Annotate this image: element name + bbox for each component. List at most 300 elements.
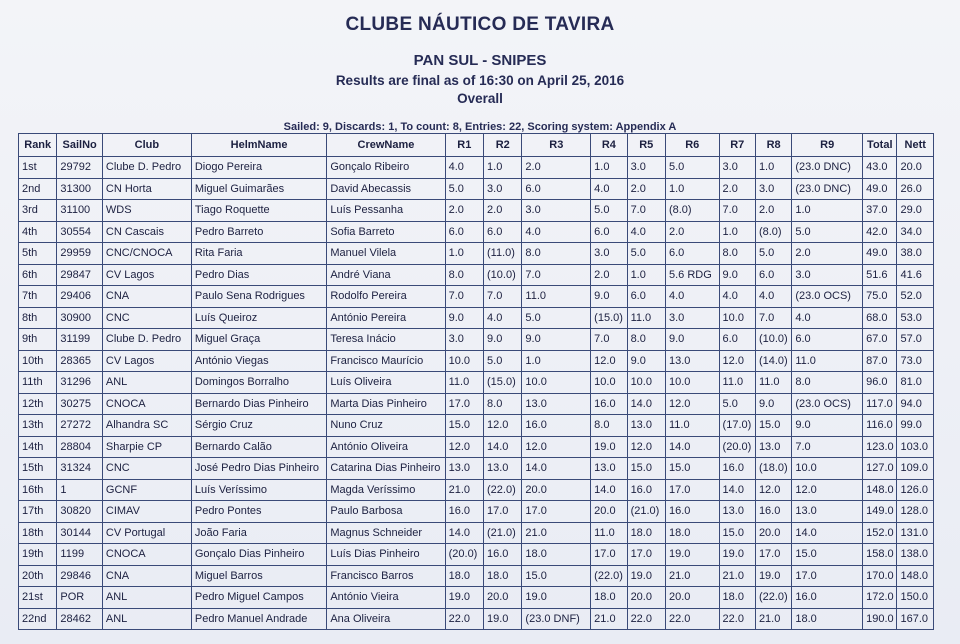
table-cell: 15.0 (522, 565, 591, 587)
table-cell: 8.0 (445, 264, 483, 286)
table-cell: 128.0 (897, 501, 934, 523)
table-cell: 49.0 (863, 243, 897, 265)
table-cell: 13.0 (484, 458, 522, 480)
table-cell: 150.0 (897, 587, 934, 609)
table-cell: 3.0 (627, 157, 665, 179)
table-cell: 138.0 (897, 544, 934, 566)
table-cell: 21.0 (665, 565, 719, 587)
table-cell: 20th (19, 565, 57, 587)
table-cell: 16.0 (522, 415, 591, 437)
table-cell: 5.0 (445, 178, 483, 200)
table-cell: 22.0 (665, 608, 719, 630)
table-cell: 16.0 (665, 501, 719, 523)
table-cell: 20.0 (665, 587, 719, 609)
table-cell: Marta Dias Pinheiro (327, 393, 445, 415)
table-cell: (22.0) (591, 565, 627, 587)
table-cell: 15.0 (445, 415, 483, 437)
table-cell: 29959 (57, 243, 102, 265)
table-cell: 3.0 (591, 243, 627, 265)
table-row (19, 479, 934, 501)
table-cell: 1.0 (484, 157, 522, 179)
table-cell: 96.0 (863, 372, 897, 394)
table-cell: 13.0 (445, 458, 483, 480)
table-cell: 14.0 (484, 436, 522, 458)
table-cell: 30820 (57, 501, 102, 523)
table-cell: António Pereira (327, 307, 445, 329)
table-cell: 4.0 (627, 221, 665, 243)
table-cell: 10.0 (445, 350, 483, 372)
table-cell: POR (57, 587, 102, 609)
table-cell: 7.0 (522, 264, 591, 286)
table-cell: 6.0 (627, 286, 665, 308)
table-cell: 7.0 (484, 286, 522, 308)
table-cell: 3rd (19, 200, 57, 222)
column-header: SailNo (57, 134, 102, 157)
table-cell: (17.0) (719, 415, 755, 437)
table-cell: CNC (102, 458, 191, 480)
table-cell: 10.0 (792, 458, 863, 480)
table-cell: 30144 (57, 522, 102, 544)
table-cell: 10.0 (591, 372, 627, 394)
table-cell: 14.0 (591, 479, 627, 501)
table-cell: 9.0 (719, 264, 755, 286)
table-cell: 1.0 (755, 157, 791, 179)
table-cell: 109.0 (897, 458, 934, 480)
table-cell: Luís Queiroz (191, 307, 326, 329)
table-cell: 2nd (19, 178, 57, 200)
table-cell: 14.0 (665, 436, 719, 458)
table-row (19, 372, 934, 394)
table-cell: Sérgio Cruz (191, 415, 326, 437)
table-cell: CN Horta (102, 178, 191, 200)
table-cell: 15.0 (755, 415, 791, 437)
column-header: Rank (19, 134, 57, 157)
table-cell: (14.0) (755, 350, 791, 372)
table-row (19, 608, 934, 630)
table-cell: 73.0 (897, 350, 934, 372)
table-cell: 18.0 (522, 544, 591, 566)
table-cell: 41.6 (897, 264, 934, 286)
table-cell: 1.0 (627, 264, 665, 286)
table-cell: 9.0 (755, 393, 791, 415)
table-cell: (23.0 DNF) (522, 608, 591, 630)
table-cell: 3.0 (522, 200, 591, 222)
table-cell: 8.0 (719, 243, 755, 265)
table-cell: 13.0 (627, 415, 665, 437)
table-cell: Manuel Vilela (327, 243, 445, 265)
table-cell: 15.0 (719, 522, 755, 544)
table-cell: 127.0 (863, 458, 897, 480)
table-cell: 3.0 (792, 264, 863, 286)
table-cell: 8.0 (591, 415, 627, 437)
table-cell: 7.0 (591, 329, 627, 351)
table-cell: 12.0 (522, 436, 591, 458)
table-cell: 123.0 (863, 436, 897, 458)
table-row (19, 243, 934, 265)
table-cell: 20.0 (755, 522, 791, 544)
table-cell: CV Portugal (102, 522, 191, 544)
table-cell: 22.0 (445, 608, 483, 630)
table-cell: 9.0 (591, 286, 627, 308)
table-cell: 67.0 (863, 329, 897, 351)
table-header-row (19, 134, 934, 157)
table-cell: 16.0 (484, 544, 522, 566)
table-cell: Francisco Barros (327, 565, 445, 587)
table-cell: 38.0 (897, 243, 934, 265)
column-header: CrewName (327, 134, 445, 157)
table-cell: 8.0 (484, 393, 522, 415)
table-cell: 31199 (57, 329, 102, 351)
column-header: R2 (484, 134, 522, 157)
table-cell: 21st (19, 587, 57, 609)
table-cell: 167.0 (897, 608, 934, 630)
table-cell: 20.0 (897, 157, 934, 179)
table-cell: 10.0 (522, 372, 591, 394)
table-cell: 42.0 (863, 221, 897, 243)
table-cell: 31324 (57, 458, 102, 480)
table-cell: 31300 (57, 178, 102, 200)
table-cell: 12.0 (591, 350, 627, 372)
table-row (19, 544, 934, 566)
table-cell: 18.0 (719, 587, 755, 609)
table-cell: David Abecassis (327, 178, 445, 200)
table-cell: Nuno Cruz (327, 415, 445, 437)
table-cell: 8th (19, 307, 57, 329)
table-cell: 12.0 (665, 393, 719, 415)
table-cell: 1.0 (445, 243, 483, 265)
table-cell: 12.0 (792, 479, 863, 501)
table-cell: 4.0 (792, 307, 863, 329)
table-body (19, 157, 934, 630)
table-cell: Bernardo Calão (191, 436, 326, 458)
table-cell: 7th (19, 286, 57, 308)
table-cell: 6.0 (484, 221, 522, 243)
table-row (19, 565, 934, 587)
table-row (19, 350, 934, 372)
table-cell: 14.0 (627, 393, 665, 415)
table-row (19, 329, 934, 351)
table-row (19, 178, 934, 200)
table-cell: 6.0 (522, 178, 591, 200)
table-cell: 13.0 (591, 458, 627, 480)
table-cell: Luís Dias Pinheiro (327, 544, 445, 566)
column-header: Club (102, 134, 191, 157)
table-row (19, 157, 934, 179)
table-cell: 18.0 (665, 522, 719, 544)
table-cell: 14.0 (719, 479, 755, 501)
table-cell: (18.0) (755, 458, 791, 480)
table-cell: Magnus Schneider (327, 522, 445, 544)
table-cell: 9.0 (484, 329, 522, 351)
table-cell: 1 (57, 479, 102, 501)
club-title: CLUBE NÁUTICO DE TAVIRA (345, 14, 615, 35)
table-cell: 11.0 (719, 372, 755, 394)
table-cell: 31100 (57, 200, 102, 222)
table-cell: 7.0 (755, 307, 791, 329)
table-cell: 3.0 (445, 329, 483, 351)
table-cell: ANL (102, 587, 191, 609)
table-cell: 5.0 (755, 243, 791, 265)
table-row (19, 221, 934, 243)
table-cell: 37.0 (863, 200, 897, 222)
table-cell: 81.0 (897, 372, 934, 394)
table-row (19, 501, 934, 523)
table-cell: 4.0 (484, 307, 522, 329)
column-header: Nett (897, 134, 934, 157)
table-cell: 6.0 (665, 243, 719, 265)
table-cell: CNOCA (102, 393, 191, 415)
table-cell: 2.0 (719, 178, 755, 200)
table-cell: CIMAV (102, 501, 191, 523)
table-cell: 9.0 (792, 415, 863, 437)
column-header: R5 (627, 134, 665, 157)
table-cell: 5.0 (792, 221, 863, 243)
table-cell: 1.0 (522, 350, 591, 372)
table-cell: Domingos Borralho (191, 372, 326, 394)
table-cell: 7.0 (445, 286, 483, 308)
table-cell: 7.0 (719, 200, 755, 222)
column-header: HelmName (191, 134, 326, 157)
table-row (19, 307, 934, 329)
table-cell: 11.0 (792, 350, 863, 372)
table-cell: Alhandra SC (102, 415, 191, 437)
table-cell: 16.0 (792, 587, 863, 609)
table-cell: 22nd (19, 608, 57, 630)
table-cell: 5.0 (484, 350, 522, 372)
table-cell: 4.0 (719, 286, 755, 308)
table-cell: ANL (102, 372, 191, 394)
table-cell: 29792 (57, 157, 102, 179)
table-cell: 19.0 (627, 565, 665, 587)
table-cell: 11th (19, 372, 57, 394)
table-cell: Magda Veríssimo (327, 479, 445, 501)
table-cell: 87.0 (863, 350, 897, 372)
table-cell: Miguel Guimarães (191, 178, 326, 200)
table-cell: 12.0 (484, 415, 522, 437)
table-cell: 19.0 (484, 608, 522, 630)
table-cell: 4.0 (445, 157, 483, 179)
table-cell: 8.0 (627, 329, 665, 351)
table-cell: Luís Pessanha (327, 200, 445, 222)
table-cell: 12.0 (755, 479, 791, 501)
table-cell: 18.0 (792, 608, 863, 630)
table-cell: 28365 (57, 350, 102, 372)
table-cell: (21.0) (627, 501, 665, 523)
table-cell: 75.0 (863, 286, 897, 308)
table-cell: António Vieira (327, 587, 445, 609)
table-cell: (23.0 DNC) (792, 157, 863, 179)
table-cell: 13.0 (522, 393, 591, 415)
table-cell: 18.0 (484, 565, 522, 587)
table-cell: 4.0 (522, 221, 591, 243)
table-cell: 34.0 (897, 221, 934, 243)
table-cell: 30275 (57, 393, 102, 415)
table-cell: 4.0 (665, 286, 719, 308)
table-cell: 10.0 (719, 307, 755, 329)
table-cell: WDS (102, 200, 191, 222)
table-cell: 21.0 (522, 522, 591, 544)
table-cell: 14.0 (792, 522, 863, 544)
table-cell: 158.0 (863, 544, 897, 566)
table-cell: 3.0 (665, 307, 719, 329)
table-cell: Francisco Maurício (327, 350, 445, 372)
table-cell: 21.0 (591, 608, 627, 630)
table-cell: 148.0 (897, 565, 934, 587)
table-cell: António Viegas (191, 350, 326, 372)
table-cell: 6.0 (445, 221, 483, 243)
table-cell: 16.0 (445, 501, 483, 523)
table-cell: 13.0 (719, 501, 755, 523)
table-cell: 8.0 (522, 243, 591, 265)
table-cell: GCNF (102, 479, 191, 501)
table-cell: (23.0 OCS) (792, 393, 863, 415)
table-cell: 152.0 (863, 522, 897, 544)
table-cell: 4.0 (755, 286, 791, 308)
table-cell: 19.0 (665, 544, 719, 566)
table-cell: 31296 (57, 372, 102, 394)
table-cell: 3.0 (755, 178, 791, 200)
table-cell: 11.0 (522, 286, 591, 308)
table-cell: 13.0 (792, 501, 863, 523)
table-cell: 17th (19, 501, 57, 523)
table-cell: (20.0) (719, 436, 755, 458)
table-cell: 14.0 (445, 522, 483, 544)
table-cell: (11.0) (484, 243, 522, 265)
table-cell: (22.0) (484, 479, 522, 501)
table-cell: 21.0 (445, 479, 483, 501)
table-cell: 6.0 (755, 264, 791, 286)
event-title: PAN SUL - SNIPES (413, 52, 547, 69)
table-cell: 4.0 (591, 178, 627, 200)
table-cell: Clube D. Pedro (102, 329, 191, 351)
table-cell: 2.0 (665, 221, 719, 243)
table-cell: António Oliveira (327, 436, 445, 458)
table-cell: 13th (19, 415, 57, 437)
table-cell: 149.0 (863, 501, 897, 523)
table-cell: (15.0) (484, 372, 522, 394)
table-cell: 12th (19, 393, 57, 415)
table-cell: 26.0 (897, 178, 934, 200)
table-cell: Sharpie CP (102, 436, 191, 458)
table-cell: Luís Oliveira (327, 372, 445, 394)
table-cell: 20.0 (591, 501, 627, 523)
table-cell: 28804 (57, 436, 102, 458)
table-cell: 2.0 (627, 178, 665, 200)
table-cell: 16th (19, 479, 57, 501)
table-cell: 68.0 (863, 307, 897, 329)
table-cell: 11.0 (591, 522, 627, 544)
table-cell: 19th (19, 544, 57, 566)
table-cell: José Pedro Dias Pinheiro (191, 458, 326, 480)
table-cell: 1.0 (665, 178, 719, 200)
table-cell: 12.0 (627, 436, 665, 458)
table-cell: CV Lagos (102, 350, 191, 372)
table-cell: Miguel Graça (191, 329, 326, 351)
table-cell: 4th (19, 221, 57, 243)
table-cell: (10.0) (484, 264, 522, 286)
table-cell: 11.0 (627, 307, 665, 329)
table-cell: 7.0 (792, 436, 863, 458)
table-cell: 10th (19, 350, 57, 372)
table-cell: 148.0 (863, 479, 897, 501)
table-cell: 13.0 (665, 350, 719, 372)
table-cell: 13.0 (755, 436, 791, 458)
table-row (19, 522, 934, 544)
table-cell: 9th (19, 329, 57, 351)
table-cell: (23.0 DNC) (792, 178, 863, 200)
table-row (19, 286, 934, 308)
column-header: Total (863, 134, 897, 157)
table-cell: 9.0 (665, 329, 719, 351)
table-cell: CNOCA (102, 544, 191, 566)
table-cell: 190.0 (863, 608, 897, 630)
table-cell: 21.0 (719, 565, 755, 587)
column-header: R1 (445, 134, 483, 157)
table-cell: Miguel Barros (191, 565, 326, 587)
table-cell: Pedro Pontes (191, 501, 326, 523)
table-cell: 16.0 (591, 393, 627, 415)
table-cell: 19.0 (445, 587, 483, 609)
table-cell: Sofia Barreto (327, 221, 445, 243)
table-cell: 20.0 (627, 587, 665, 609)
table-cell: 17.0 (755, 544, 791, 566)
table-cell: 30900 (57, 307, 102, 329)
table-cell: 5.0 (665, 157, 719, 179)
table-cell: 17.0 (522, 501, 591, 523)
table-cell: Gonçalo Ribeiro (327, 157, 445, 179)
table-cell: 57.0 (897, 329, 934, 351)
table-cell: 2.0 (591, 264, 627, 286)
table-cell: Pedro Dias (191, 264, 326, 286)
table-cell: Teresa Inácio (327, 329, 445, 351)
table-cell: 1st (19, 157, 57, 179)
table-cell: 6th (19, 264, 57, 286)
column-header: R8 (755, 134, 791, 157)
table-cell: 172.0 (863, 587, 897, 609)
table-cell: 5.0 (522, 307, 591, 329)
table-cell: 99.0 (897, 415, 934, 437)
table-cell: 15.0 (792, 544, 863, 566)
table-cell: Luís Veríssimo (191, 479, 326, 501)
table-cell: CNC (102, 307, 191, 329)
table-cell: 5th (19, 243, 57, 265)
table-cell: Pedro Manuel Andrade (191, 608, 326, 630)
table-cell: 21.0 (755, 608, 791, 630)
table-cell: (15.0) (591, 307, 627, 329)
table-cell: 16.0 (719, 458, 755, 480)
table-cell: 43.0 (863, 157, 897, 179)
table-cell: 14th (19, 436, 57, 458)
table-cell: 15.0 (665, 458, 719, 480)
results-status: Results are final as of 16:30 on April 25, 2016 (335, 73, 625, 88)
column-header: R9 (792, 134, 863, 157)
table-cell: 17.0 (665, 479, 719, 501)
table-cell: 5.0 (719, 393, 755, 415)
table-cell: 117.0 (863, 393, 897, 415)
table-cell: 27272 (57, 415, 102, 437)
table-cell: (10.0) (755, 329, 791, 351)
column-header: R6 (665, 134, 719, 157)
table-cell: 1.0 (591, 157, 627, 179)
table-cell: CN Cascais (102, 221, 191, 243)
table-cell: 8.0 (792, 372, 863, 394)
table-cell: 28462 (57, 608, 102, 630)
table-cell: 29406 (57, 286, 102, 308)
table-cell: João Faria (191, 522, 326, 544)
table-cell: 19.0 (755, 565, 791, 587)
table-cell: 18.0 (591, 587, 627, 609)
table-cell: 6.0 (719, 329, 755, 351)
